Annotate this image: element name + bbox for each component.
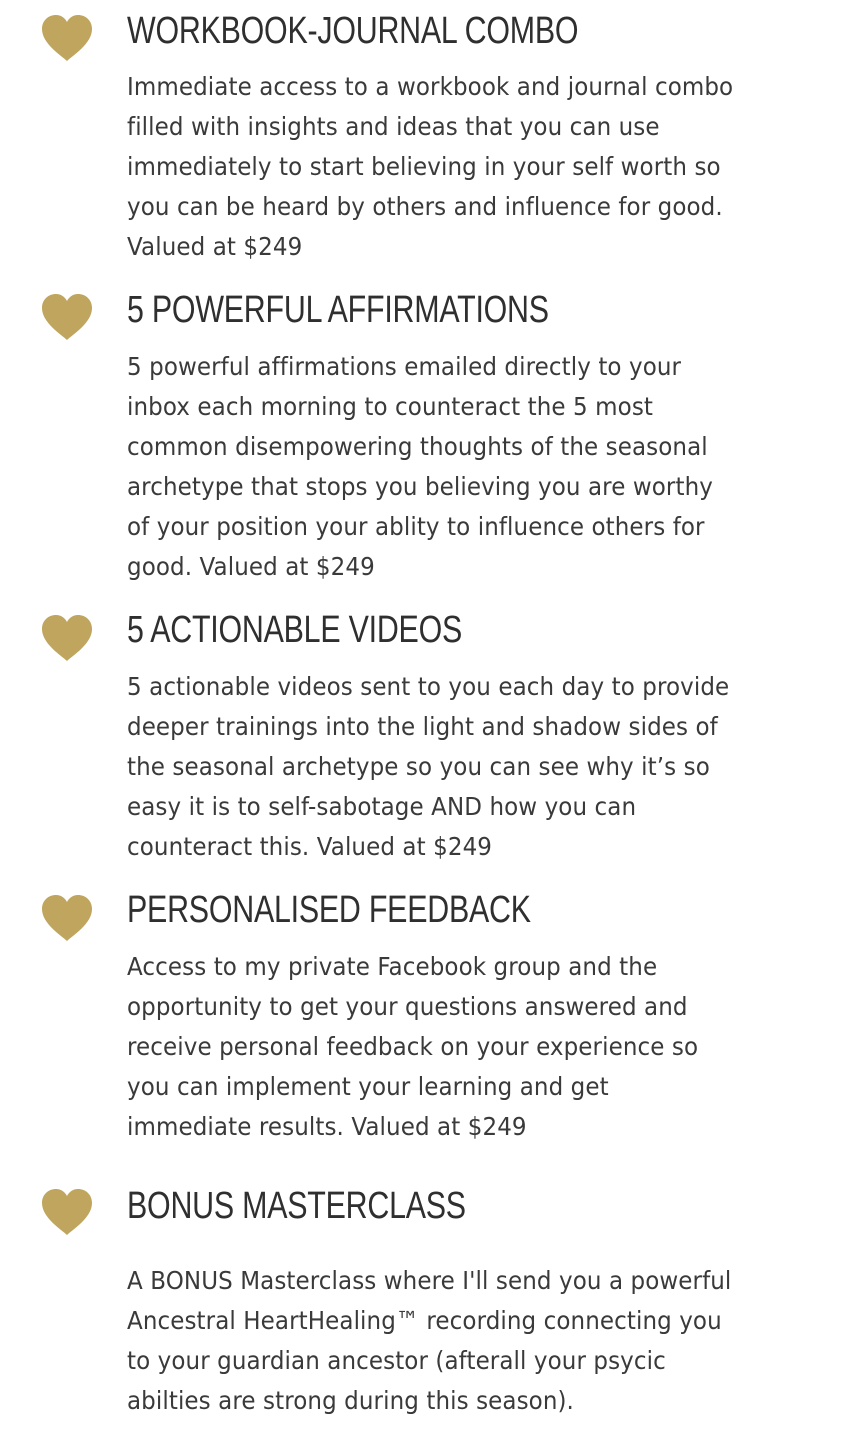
heart-icon: [40, 894, 94, 942]
feature-description: Immediate access to a workbook and journal combo filled with insights and ideas that you can use immediately to start believing in your self worth so you can be heard by others and influence for good. Valued at $249: [127, 72, 734, 261]
heart-icon: [40, 293, 94, 341]
feature-title: 5 POWERFUL AFFIRMATIONS: [127, 289, 549, 331]
heart-icon: [40, 614, 94, 662]
feature-description: 5 powerful affirmations emailed directly to your inbox each morning to counteract the 5 most common disempowering thoughts of the seasonal archetype that stops you believing you are worthy of your position your ablity to influence others for good. Valued at $249: [127, 352, 713, 581]
heart-icon: [40, 1188, 94, 1236]
feature-description: 5 actionable videos sent to you each day to provide deeper trainings into the light and shadow sides of the seasonal archetype so you can see why it’s so easy it is to self-sabotage AND how you can counteract this. Valued at $249: [127, 672, 730, 861]
heart-icon: [40, 14, 94, 62]
feature-title: 5 ACTIONABLE VIDEOS: [127, 609, 463, 651]
feature-title: WORKBOOK-JOURNAL COMBO: [127, 10, 579, 52]
feature-title: BONUS MASTERCLASS: [127, 1185, 466, 1227]
feature-description: A BONUS Masterclass where I'll send you a powerful Ancestral HeartHealing™ recording connecting you to your guardian ancestor (afterall your psycic abilties are strong during this season).: [127, 1266, 732, 1415]
feature-title: PERSONALISED FEEDBACK: [127, 889, 531, 931]
feature-description: Access to my private Facebook group and the opportunity to get your questions answered and receive personal feedback on your experience so you can implement your learning and get immediate results. Valued at $249: [127, 952, 699, 1141]
